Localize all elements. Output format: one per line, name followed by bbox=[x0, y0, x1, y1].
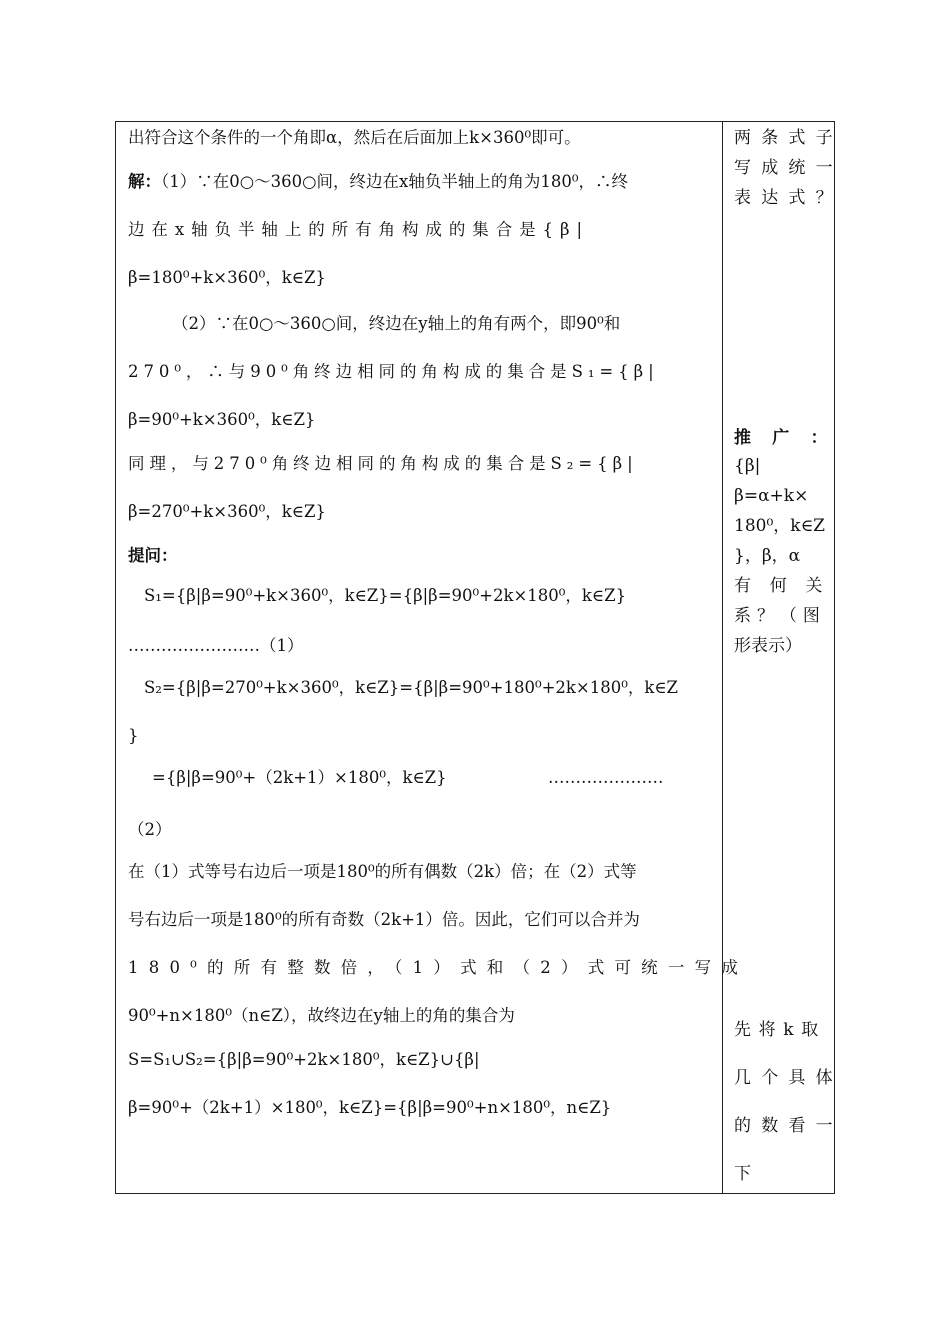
text-line: 180⁰的所有整数倍，（1）式和（2）式可统一写成 bbox=[128, 958, 749, 977]
note-line: 形表示） bbox=[734, 636, 802, 656]
formula-line: } bbox=[128, 726, 139, 745]
text-line: β=270⁰+k×360⁰，k∈Z} bbox=[128, 502, 326, 521]
text-span: （1）∵在0○～360○间，终边在x轴负半轴上的角为180⁰，∴终 bbox=[161, 172, 628, 191]
note-line: 表达式？ bbox=[734, 188, 843, 208]
text-line: β=90⁰+k×360⁰，k∈Z} bbox=[128, 410, 316, 429]
text-line: 同理，与270⁰角终边相同的角构成的集合是S₂={β| bbox=[128, 454, 638, 473]
note-line: 先将k取 bbox=[734, 1020, 826, 1040]
text-line: β=180⁰+k×360⁰，k∈Z} bbox=[128, 268, 326, 287]
note-line: 系？（图 bbox=[734, 606, 826, 626]
text-line: （2）∵在0○～360○间，终边在y轴上的角有两个，即90⁰和 bbox=[172, 314, 621, 333]
note-line: }，β，α bbox=[734, 546, 801, 566]
text-line: 边在x轴负半轴上的所有角构成的集合是{β| bbox=[128, 220, 589, 239]
note-line: 下 bbox=[734, 1164, 762, 1184]
note-line: 有何关 bbox=[734, 576, 842, 596]
note-line: 的数看一 bbox=[734, 1116, 843, 1136]
text-line: 出符合这个条件的一个角即α，然后在后面加上k×360⁰即可。 bbox=[128, 128, 581, 147]
note-line: {β| bbox=[734, 456, 761, 476]
text-line: （2） bbox=[128, 820, 172, 839]
formula-line: S=S₁∪S₂={β|β=90⁰+2k×180⁰，k∈Z}∪{β| bbox=[128, 1050, 480, 1069]
formula-line: ={β|β=90⁰+（2k+1）×180⁰，k∈Z} bbox=[152, 768, 447, 787]
column-divider bbox=[722, 122, 723, 1193]
note-line: 写成统一 bbox=[734, 158, 843, 178]
text-line: 90⁰+n×180⁰（n∈Z），故终边在y轴上的角的集合为 bbox=[128, 1006, 515, 1025]
note-line: 180⁰，k∈Z bbox=[734, 516, 825, 536]
lesson-table bbox=[115, 121, 849, 1194]
note-line: 两条式子 bbox=[734, 128, 843, 148]
text-line: 在（1）式等号右边后一项是180⁰的所有偶数（2k）倍；在（2）式等 bbox=[128, 862, 637, 881]
note-heading: 推广： bbox=[734, 428, 849, 448]
text-line: 270⁰，∴与90⁰角终边相同的角构成的集合是S₁={β| bbox=[128, 362, 659, 381]
formula-line: ……………………（1） bbox=[128, 636, 304, 655]
formula-line: S₁={β|β=90⁰+k×360⁰，k∈Z}={β|β=90⁰+2k×180⁰，k∈Z} bbox=[144, 586, 627, 605]
formula-line: S₂={β|β=270⁰+k×360⁰，k∈Z}={β|β=90⁰+180⁰+2k×180⁰，k∈Z bbox=[144, 678, 679, 697]
formula-line: β=90⁰+（2k+1）×180⁰，k∈Z}={β|β=90⁰+n×180⁰，n∈Z} bbox=[128, 1098, 612, 1117]
solution-label: 解： bbox=[128, 172, 161, 191]
solution-line bbox=[128, 172, 628, 192]
dotted-leader: ………………… bbox=[548, 768, 664, 787]
note-line: β=α+k× bbox=[734, 486, 809, 506]
text-line: 号右边后一项是180⁰的所有奇数（2k+1）倍。因此，它们可以合并为 bbox=[128, 910, 640, 929]
question-label: 提问： bbox=[128, 546, 178, 565]
note-line: 几个具体 bbox=[734, 1068, 843, 1088]
